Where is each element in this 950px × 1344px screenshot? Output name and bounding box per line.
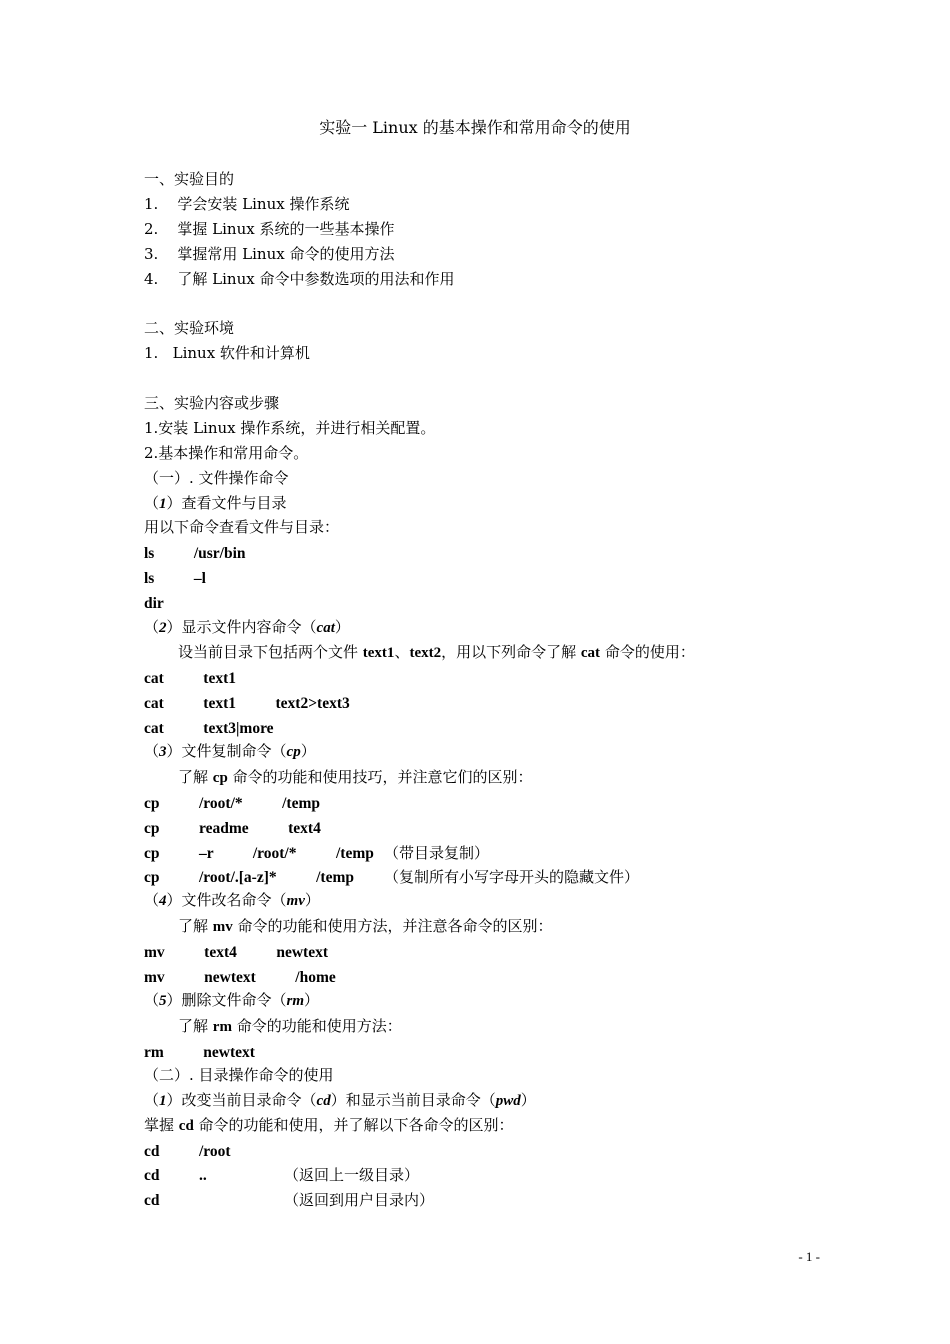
text-line: （一）. 文件操作命令: [144, 469, 289, 487]
text-segment: cd: [178, 1118, 194, 1134]
text-segment: 5: [159, 993, 167, 1009]
text-segment: ）文件复制命令（: [166, 742, 287, 760]
command-text: ls /usr/bin: [144, 545, 246, 562]
command-text: mv text4 newtext: [144, 944, 329, 961]
document-title: 实验一 Linux 的基本操作和常用命令的使用: [319, 118, 631, 137]
text-segment: 了解: [178, 917, 213, 935]
text-segment: rm: [286, 993, 305, 1009]
text-line: [178, 915, 553, 937]
text-segment: cd: [316, 1093, 331, 1109]
text-segment: ，用以下列命令了解: [441, 643, 581, 661]
command-text: dir: [144, 595, 164, 612]
command-text: cp readme text4: [144, 820, 321, 837]
command-note: （返回到用户目录内）: [284, 1191, 435, 1209]
command-text: rm newtext: [144, 1044, 255, 1061]
text-line: [178, 766, 533, 788]
text-segment: 命令的使用：: [600, 643, 695, 661]
command-text: mv newtext /home: [144, 969, 336, 986]
text-line: 1. 学会安装 Linux 操作系统: [144, 195, 350, 213]
text-line: [144, 1114, 514, 1136]
command-line: [144, 1164, 420, 1186]
text-segment: （: [144, 494, 160, 512]
text-segment: （: [144, 1091, 160, 1109]
command-line: [144, 941, 328, 963]
command-note: （复制所有小写字母开头的隐藏文件）: [384, 868, 640, 886]
command-text: cat text3|more: [144, 720, 274, 737]
command-line: [144, 542, 246, 564]
text-line: 用以下命令查看文件与目录：: [144, 518, 340, 536]
text-segment: 2: [159, 620, 167, 636]
text-segment: ）: [520, 1091, 536, 1109]
text-segment: 命令的功能和使用方法，并注意各命令的区别：: [232, 917, 553, 935]
text-segment: 命令的功能和使用方法：: [231, 1017, 402, 1035]
text-segment: ）: [300, 742, 316, 760]
command-text: cp /root/* /temp: [144, 795, 321, 812]
text-line: 2. 掌握 Linux 系统的一些基本操作: [144, 220, 395, 238]
command-text: cat text1 text2>text3: [144, 695, 350, 712]
command-line: [144, 692, 350, 714]
command-text: cd ..: [144, 1167, 207, 1184]
text-segment: ）和显示当前目录命令（: [330, 1091, 496, 1109]
text-segment: ）文件改名命令（: [166, 891, 287, 909]
text-line: [144, 889, 320, 911]
page-number: - 1 -: [798, 1249, 820, 1264]
command-line: [144, 966, 336, 988]
text-line: [178, 1015, 402, 1037]
command-text: ls –l: [144, 570, 206, 587]
command-text: cp –r /root/* /temp: [144, 845, 374, 862]
command-text: cat text1: [144, 670, 236, 687]
command-line: [144, 817, 321, 839]
command-line: [144, 842, 490, 864]
text-segment: 了解: [178, 1017, 213, 1035]
text-line: 3. 掌握常用 Linux 命令的使用方法: [144, 245, 395, 263]
command-note: （返回上一级目录）: [284, 1166, 420, 1184]
text-line: 1.安装 Linux 操作系统，并进行相关配置。: [144, 419, 436, 437]
command-text: cd: [144, 1192, 160, 1209]
text-line: 三、实验内容或步骤: [144, 394, 280, 412]
command-text: cd /root: [144, 1143, 231, 1160]
text-line: （二）. 目录操作命令的使用: [144, 1066, 334, 1084]
command-line: [144, 1140, 231, 1162]
text-segment: ）显示文件内容命令（: [166, 618, 317, 636]
text-segment: 3: [159, 744, 167, 760]
text-segment: 、: [394, 643, 410, 661]
text-line: 二、实验环境: [144, 319, 235, 337]
text-segment: 命令的功能和使用，并了解以下各命令的区别：: [193, 1116, 514, 1134]
text-segment: 了解: [178, 768, 213, 786]
command-line: [144, 792, 320, 814]
text-line: [144, 492, 287, 514]
command-note: （带目录复制）: [384, 844, 490, 862]
text-segment: ）删除文件命令（: [166, 991, 287, 1009]
text-segment: rm: [212, 1019, 232, 1035]
text-line: 一、实验目的: [144, 170, 235, 188]
text-segment: text1: [362, 645, 395, 661]
text-segment: cat: [316, 620, 335, 636]
command-line: [144, 1189, 435, 1211]
text-segment: ）: [304, 991, 320, 1009]
text-segment: cp: [286, 744, 301, 760]
text-segment: 掌握: [144, 1116, 179, 1134]
command-line: [144, 1041, 255, 1063]
text-segment: 命令的功能和使用技巧，并注意它们的区别：: [227, 768, 533, 786]
text-segment: text2: [409, 645, 442, 661]
text-segment: 4: [159, 893, 167, 909]
text-segment: （: [144, 991, 160, 1009]
command-line: [144, 667, 236, 689]
text-segment: ）改变当前目录命令（: [166, 1091, 317, 1109]
command-line: [144, 592, 164, 614]
text-line: 1. Linux 软件和计算机: [144, 344, 310, 362]
text-segment: ）: [334, 618, 350, 636]
text-segment: ）: [304, 891, 320, 909]
text-segment: 设当前目录下包括两个文件: [178, 643, 363, 661]
command-line: [144, 567, 206, 589]
text-line: 4. 了解 Linux 命令中参数选项的用法和作用: [144, 270, 455, 288]
command-line: [144, 717, 274, 739]
text-segment: mv: [286, 893, 305, 909]
text-line: [144, 740, 316, 762]
text-line: [144, 1089, 536, 1111]
text-segment: pwd: [495, 1093, 521, 1109]
text-segment: ）查看文件与目录: [166, 494, 287, 512]
text-segment: 1: [159, 1093, 167, 1109]
text-segment: cp: [212, 770, 228, 786]
text-segment: （: [144, 891, 160, 909]
text-line: [144, 989, 319, 1011]
text-line: [178, 641, 695, 663]
text-segment: （: [144, 742, 160, 760]
text-segment: 1: [159, 496, 167, 512]
command-line: [144, 866, 640, 888]
text-segment: （: [144, 618, 160, 636]
command-text: cp /root/.[a-z]* /temp: [144, 869, 354, 886]
text-segment: cat: [580, 645, 601, 661]
text-line: [144, 616, 350, 638]
text-segment: mv: [212, 919, 233, 935]
text-line: 2.基本操作和常用命令。: [144, 444, 309, 462]
